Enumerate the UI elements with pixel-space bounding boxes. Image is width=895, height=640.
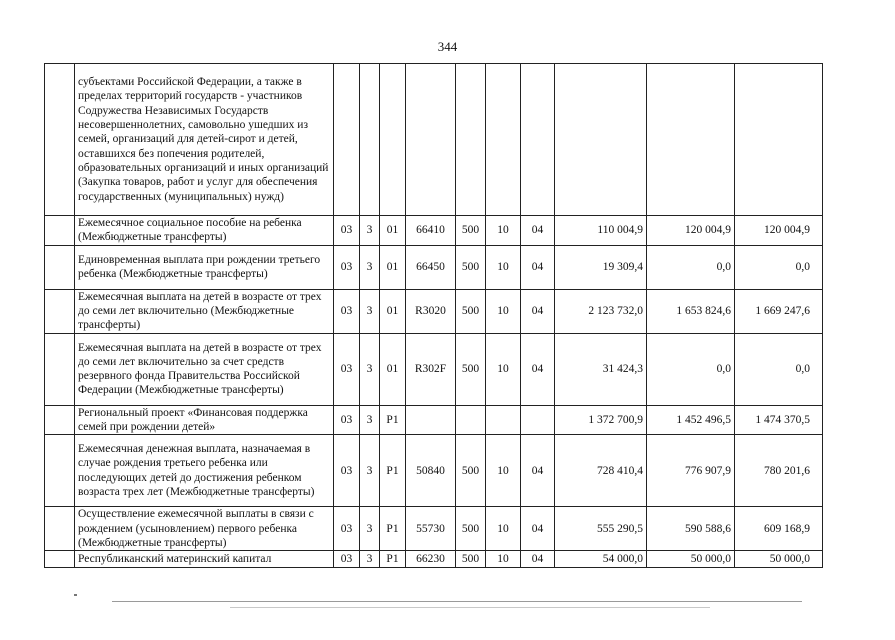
code-cell: 04 xyxy=(521,507,555,551)
amount-cell: 1 653 824,6 xyxy=(647,289,735,333)
row-name-cell: Ежемесячная выплата на детей в возрасте от трех до семи лет включительно (Межбюджетные трансферты) xyxy=(75,289,334,333)
code-cell xyxy=(380,64,406,216)
code-cell: P1 xyxy=(380,551,406,568)
row-indent-cell xyxy=(45,289,75,333)
table-row xyxy=(45,507,823,551)
amount-cell: 590 588,6 xyxy=(647,507,735,551)
code-cell: 500 xyxy=(456,245,486,289)
code-cell: 3 xyxy=(360,333,380,405)
amount-cell: 1 372 700,9 xyxy=(555,405,647,435)
row-indent-cell xyxy=(45,507,75,551)
code-cell: 01 xyxy=(380,216,406,246)
amount-cell: 110 004,9 xyxy=(555,216,647,246)
row-name-cell: Осуществление ежемесячной выплаты в связи с рождением (усыновлением) первого ребенка (Межбюджетные трансферты) xyxy=(75,507,334,551)
code-cell: 500 xyxy=(456,435,486,507)
code-cell: 01 xyxy=(380,289,406,333)
code-cell: 10 xyxy=(486,289,521,333)
table-row xyxy=(45,333,823,405)
code-cell: 03 xyxy=(334,435,360,507)
code-cell: 03 xyxy=(334,216,360,246)
amount-cell: 54 000,0 xyxy=(555,551,647,568)
amount-cell: 780 201,6 xyxy=(735,435,823,507)
code-cell xyxy=(456,405,486,435)
row-name-cell: Ежемесячная денежная выплата, назначаемая в случае рождения третьего ребенка или последующих детей до достижения ребенком возраста трех лет (Межбюджетные трансферты) xyxy=(75,435,334,507)
row-indent-cell xyxy=(45,333,75,405)
code-cell: 3 xyxy=(360,551,380,568)
row-indent-cell xyxy=(45,435,75,507)
code-cell: 04 xyxy=(521,551,555,568)
row-name-cell: Республиканский материнский капитал xyxy=(75,551,334,568)
row-name-cell: Единовременная выплата при рождении третьего ребенка (Межбюджетные трансферты) xyxy=(75,245,334,289)
code-cell: 66410 xyxy=(406,216,456,246)
table-row xyxy=(45,435,823,507)
code-cell: 10 xyxy=(486,333,521,405)
code-cell: 03 xyxy=(334,245,360,289)
amount-cell: 50 000,0 xyxy=(735,551,823,568)
amount-cell: 0,0 xyxy=(647,245,735,289)
code-cell xyxy=(486,405,521,435)
amount-cell: 0,0 xyxy=(735,333,823,405)
table-row xyxy=(45,64,823,216)
code-cell: 04 xyxy=(521,216,555,246)
table-row xyxy=(45,405,823,435)
code-cell: 3 xyxy=(360,289,380,333)
scan-artifact-line xyxy=(230,607,710,608)
code-cell: 03 xyxy=(334,405,360,435)
amount-cell: 19 309,4 xyxy=(555,245,647,289)
code-cell: R302F xyxy=(406,333,456,405)
amount-cell: 728 410,4 xyxy=(555,435,647,507)
table-row xyxy=(45,289,823,333)
row-indent-cell xyxy=(45,64,75,216)
table-row xyxy=(45,216,823,246)
code-cell xyxy=(360,64,380,216)
amount-cell xyxy=(555,64,647,216)
code-cell: 55730 xyxy=(406,507,456,551)
amount-cell xyxy=(735,64,823,216)
code-cell: 3 xyxy=(360,435,380,507)
amount-cell: 1 474 370,5 xyxy=(735,405,823,435)
table-row xyxy=(45,245,823,289)
code-cell: 66230 xyxy=(406,551,456,568)
amount-cell: 120 004,9 xyxy=(735,216,823,246)
code-cell: 500 xyxy=(456,216,486,246)
code-cell: 10 xyxy=(486,551,521,568)
amount-cell xyxy=(647,64,735,216)
code-cell: 66450 xyxy=(406,245,456,289)
code-cell: R3020 xyxy=(406,289,456,333)
code-cell: 3 xyxy=(360,405,380,435)
code-cell: 500 xyxy=(456,551,486,568)
code-cell: 04 xyxy=(521,289,555,333)
code-cell: 3 xyxy=(360,216,380,246)
amount-cell: 776 907,9 xyxy=(647,435,735,507)
row-name-cell: Ежемесячная выплата на детей в возрасте от трех до семи лет включительно за счет средств резервного фонда Правительства Российской Федерации (Межбюджетные трансферты) xyxy=(75,333,334,405)
code-cell: 50840 xyxy=(406,435,456,507)
code-cell xyxy=(521,64,555,216)
amount-cell: 2 123 732,0 xyxy=(555,289,647,333)
code-cell: 10 xyxy=(486,216,521,246)
amount-cell: 50 000,0 xyxy=(647,551,735,568)
code-cell: 03 xyxy=(334,289,360,333)
amount-cell: 1 452 496,5 xyxy=(647,405,735,435)
row-name-cell: Региональный проект «Финансовая поддержка семей при рождении детей» xyxy=(75,405,334,435)
code-cell xyxy=(486,64,521,216)
amount-cell: 609 168,9 xyxy=(735,507,823,551)
amount-cell: 1 669 247,6 xyxy=(735,289,823,333)
page-number: 344 xyxy=(437,39,458,54)
code-cell: 01 xyxy=(380,333,406,405)
code-cell: 500 xyxy=(456,333,486,405)
row-name-cell: субъектами Российской Федерации, а также в пределах территорий государств - участников Содружества Независимых Государств несовершеннолетних, самовольно ушедших из семей, организаций для детей-сирот и детей, оставшихся без попечения родителей, образовательных организаций и иных организаций (Закупка товаров, работ и услуг для обеспечения государственных (муниципальных) нужд) xyxy=(75,64,334,216)
code-cell: P1 xyxy=(380,435,406,507)
code-cell: 04 xyxy=(521,435,555,507)
code-cell: 03 xyxy=(334,333,360,405)
code-cell: 10 xyxy=(486,245,521,289)
code-cell: 3 xyxy=(360,245,380,289)
row-indent-cell xyxy=(45,245,75,289)
code-cell xyxy=(334,64,360,216)
code-cell: P1 xyxy=(380,405,406,435)
code-cell: 03 xyxy=(334,507,360,551)
code-cell: 04 xyxy=(521,333,555,405)
code-cell: 10 xyxy=(486,507,521,551)
code-cell: P1 xyxy=(380,507,406,551)
row-name-cell: Ежемесячное социальное пособие на ребенка (Межбюджетные трансферты) xyxy=(75,216,334,246)
code-cell: 04 xyxy=(521,245,555,289)
scan-speck xyxy=(74,594,77,596)
scan-artifact-line xyxy=(112,601,802,602)
amount-cell: 31 424,3 xyxy=(555,333,647,405)
code-cell: 500 xyxy=(456,507,486,551)
amount-cell: 0,0 xyxy=(647,333,735,405)
code-cell: 10 xyxy=(486,435,521,507)
code-cell xyxy=(406,405,456,435)
amount-cell: 120 004,9 xyxy=(647,216,735,246)
row-indent-cell xyxy=(45,216,75,246)
code-cell xyxy=(456,64,486,216)
budget-table xyxy=(44,63,823,568)
row-indent-cell xyxy=(45,551,75,568)
amount-cell: 555 290,5 xyxy=(555,507,647,551)
code-cell: 03 xyxy=(334,551,360,568)
code-cell: 01 xyxy=(380,245,406,289)
code-cell xyxy=(406,64,456,216)
code-cell: 3 xyxy=(360,507,380,551)
table-row xyxy=(45,551,823,568)
code-cell xyxy=(521,405,555,435)
row-indent-cell xyxy=(45,405,75,435)
amount-cell: 0,0 xyxy=(735,245,823,289)
code-cell: 500 xyxy=(456,289,486,333)
